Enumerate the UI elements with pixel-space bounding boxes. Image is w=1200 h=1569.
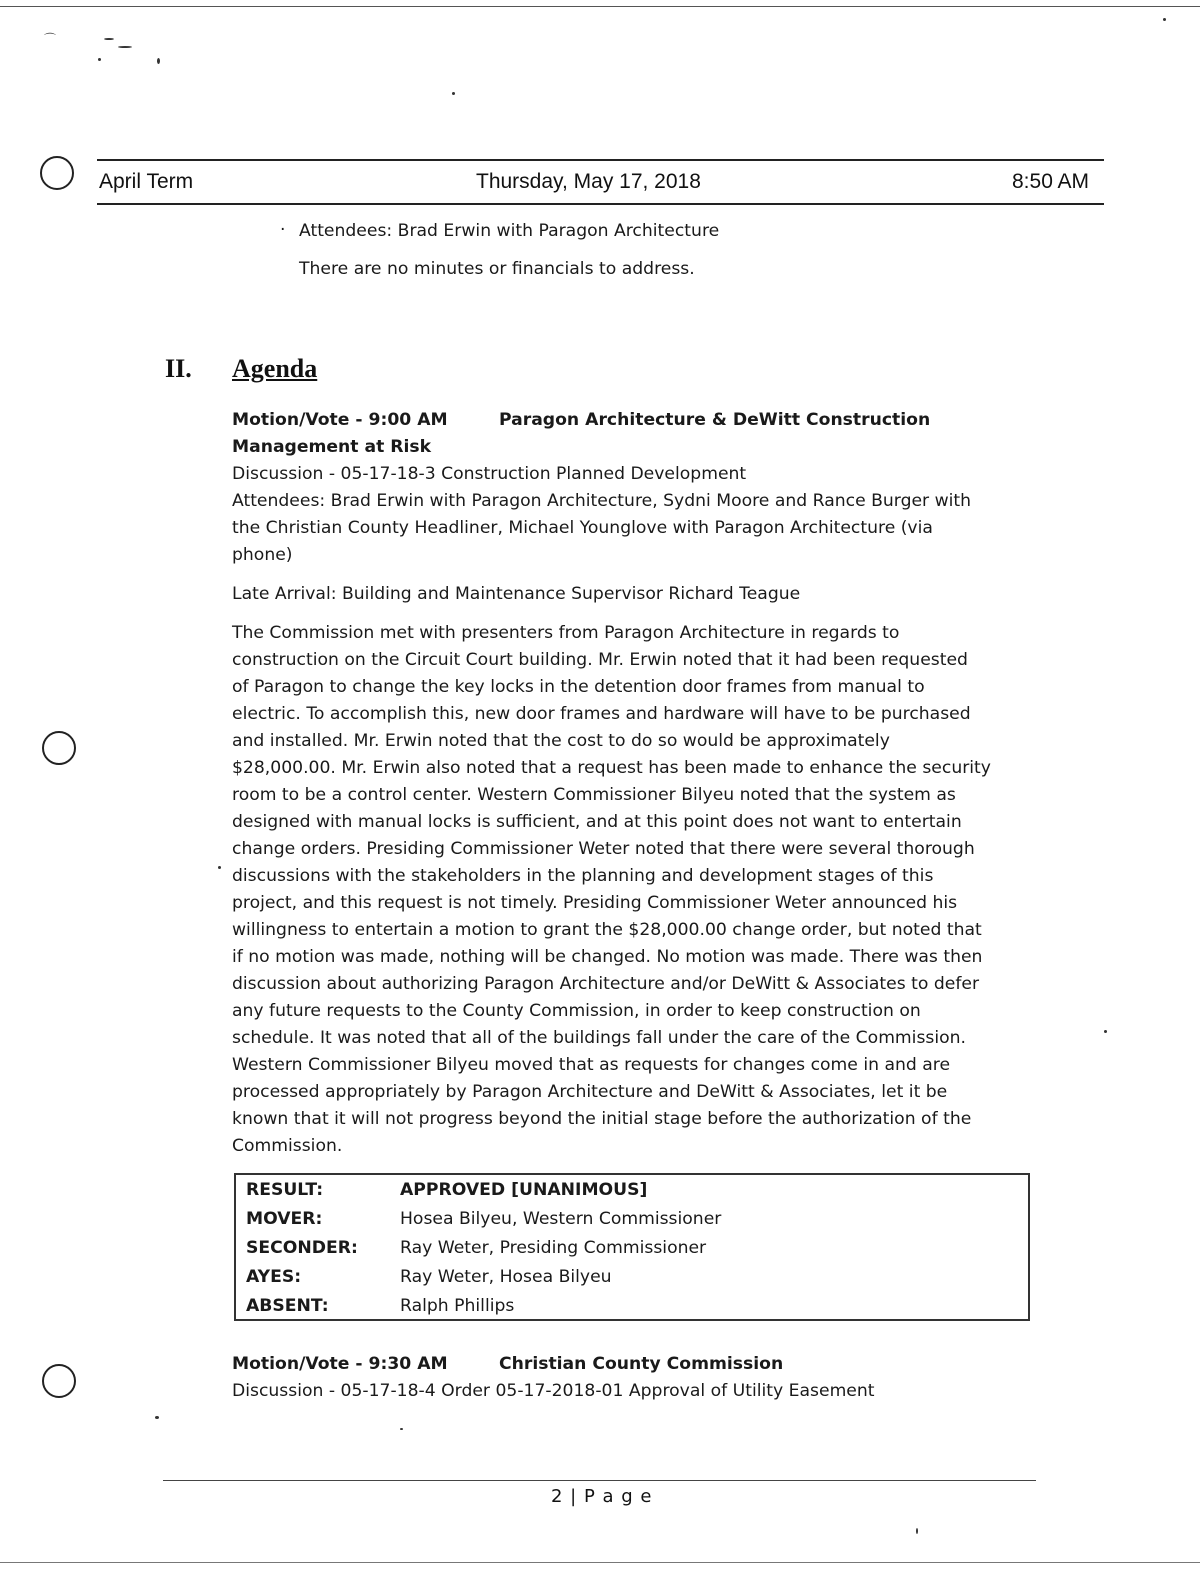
binder-hole — [42, 731, 76, 765]
paragraph-line: discussions with the stakeholders in the planning and development stages of this — [232, 866, 934, 886]
paragraph-line: designed with manual locks is sufficient, and at this point does not want to entertain — [232, 812, 962, 832]
scan-speck — [157, 58, 160, 64]
vote-row-mover — [246, 1206, 1016, 1235]
vote-value: Ray Weter, Hosea Bilyeu — [400, 1267, 612, 1287]
minutes-paragraph — [232, 620, 1032, 1160]
binder-hole — [42, 1364, 76, 1398]
vote-label: AYES: — [246, 1267, 302, 1287]
scan-speck — [916, 1528, 918, 1534]
header-term: April Term — [99, 170, 194, 193]
scan-speck — [1104, 1030, 1107, 1033]
paragraph-line: processed appropriately by Paragon Architecture and DeWitt & Associates, let it be — [232, 1082, 948, 1102]
binder-hole — [40, 156, 74, 190]
paragraph-line: change orders. Presiding Commissioner Weter noted that there were several thorough — [232, 839, 975, 859]
scan-speck — [452, 92, 455, 95]
motion-subject: Christian County Commission — [499, 1354, 784, 1374]
paragraph-line: Commission. — [232, 1136, 343, 1156]
scan-speck — [104, 38, 114, 40]
scan-speck — [118, 46, 132, 48]
paragraph-line: of Paragon to change the key locks in the detention door frames from manual to — [232, 677, 925, 697]
vote-label: MOVER: — [246, 1209, 323, 1229]
vote-row-ayes — [246, 1264, 1016, 1293]
paragraph-line: discussion about authorizing Paragon Architecture and/or DeWitt & Associates to defer — [232, 974, 980, 994]
vote-label: ABSENT: — [246, 1296, 329, 1316]
vote-result-table — [234, 1173, 1030, 1321]
discussion-line: Discussion - 05-17-18-4 Order 05-17-2018-01 Approval of Utility Easement — [232, 1381, 875, 1401]
paragraph-line: $28,000.00. Mr. Erwin also noted that a request has been made to enhance the security — [232, 758, 991, 778]
footer-rule — [163, 1480, 1036, 1481]
section-number: II. — [165, 354, 192, 383]
header-bottom-rule — [97, 203, 1104, 205]
motion-subject: Paragon Architecture & DeWitt Construction — [499, 410, 931, 430]
top-scan-edge — [0, 6, 1200, 7]
section-title: Agenda — [232, 354, 318, 383]
vote-value: Ray Weter, Presiding Commissioner — [400, 1238, 707, 1258]
intro-note: There are no minutes or financials to address. — [299, 259, 695, 279]
scan-speck — [155, 1416, 159, 1419]
paragraph-line: schedule. It was noted that all of the buildings fall under the care of the Commission. — [232, 1028, 967, 1048]
paragraph-line: room to be a control center. Western Commissioner Bilyeu noted that the system as — [232, 785, 956, 805]
paragraph-line: project, and this request is not timely. Presiding Commissioner Weter announced his — [232, 893, 958, 913]
late-arrival: Late Arrival: Building and Maintenance Supervisor Richard Teague — [232, 584, 801, 604]
scan-speck: ⌒ — [44, 32, 57, 46]
paragraph-line: known that it will not progress beyond the initial stage before the authorization of the — [232, 1109, 972, 1129]
vote-row-result — [246, 1177, 1016, 1206]
header-top-rule — [97, 159, 1104, 161]
motion-subject-continued: Management at Risk — [232, 437, 432, 457]
paragraph-line: Western Commissioner Bilyeu moved that as requests for changes come in and are — [232, 1055, 951, 1075]
paragraph-line: construction on the Circuit Court building. Mr. Erwin noted that it had been requested — [232, 650, 968, 670]
motion-label: Motion/Vote - 9:00 AM — [232, 410, 448, 430]
page-number: 2 | P a g e — [551, 1486, 653, 1507]
vote-value: APPROVED [UNANIMOUS] — [400, 1180, 648, 1200]
discussion-line: Discussion - 05-17-18-3 Construction Planned Development — [232, 464, 747, 484]
paragraph-line: if no motion was made, nothing will be changed. No motion was made. There was then — [232, 947, 983, 967]
scan-speck — [98, 58, 101, 61]
vote-value: Ralph Phillips — [400, 1296, 515, 1316]
paragraph-line: The Commission met with presenters from Paragon Architecture in regards to — [232, 623, 900, 643]
attendees-line: the Christian County Headliner, Michael Younglove with Paragon Architecture (via — [232, 518, 933, 538]
header-time: 8:50 AM — [1012, 170, 1090, 193]
paragraph-line: willingness to entertain a motion to grant the $28,000.00 change order, but noted that — [232, 920, 982, 940]
paragraph-line: electric. To accomplish this, new door frames and hardware will have to be purchased — [232, 704, 971, 724]
vote-row-absent — [246, 1293, 1016, 1322]
scan-speck — [400, 1428, 403, 1430]
vote-label: SECONDER: — [246, 1238, 358, 1258]
bullet-dot: · — [280, 220, 286, 240]
paragraph-line: any future requests to the County Commission, in order to keep construction on — [232, 1001, 921, 1021]
attendees-line: Attendees: Brad Erwin with Paragon Architecture, Sydni Moore and Rance Burger with — [232, 491, 972, 511]
vote-label: RESULT: — [246, 1180, 324, 1200]
attendees-line: phone) — [232, 545, 293, 565]
motion-label: Motion/Vote - 9:30 AM — [232, 1354, 448, 1374]
intro-attendees: Attendees: Brad Erwin with Paragon Architecture — [299, 221, 720, 241]
vote-value: Hosea Bilyeu, Western Commissioner — [400, 1209, 722, 1229]
vote-row-seconder — [246, 1235, 1016, 1264]
header-date: Thursday, May 17, 2018 — [476, 170, 701, 193]
bottom-scan-edge — [0, 1562, 1200, 1563]
scan-speck — [218, 866, 221, 869]
attendees-paragraph — [232, 488, 1032, 569]
scan-speck — [1163, 18, 1166, 21]
paragraph-line: and installed. Mr. Erwin noted that the cost to do so would be approximately — [232, 731, 890, 751]
